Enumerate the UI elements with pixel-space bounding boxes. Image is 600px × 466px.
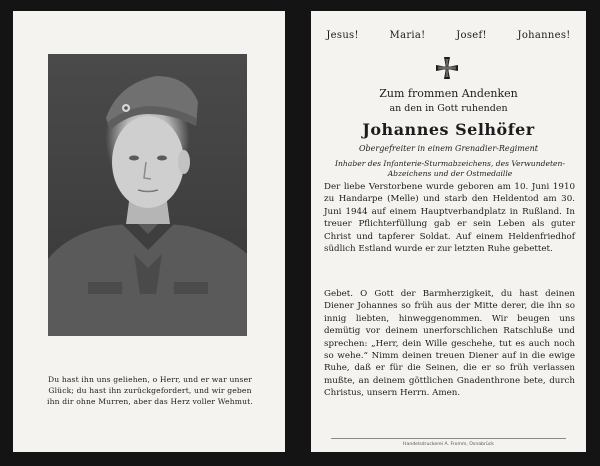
- soldier-portrait-photo: [48, 54, 247, 336]
- right-card-paper: [311, 11, 586, 452]
- memorial-heading: Zum frommen Andenken: [379, 87, 518, 100]
- memorial-verse: Du hast ihn uns geliehen, o Herr, und er war unser Glück; du hast ihn zurückgefordert, und wir geben ihn dir ohne Murren, aber das Herz voller Wehmut.: [47, 375, 253, 407]
- prayer-paragraph: Gebet. O Gott der Barmherzigkeit, du hast deinen Diener Johannes so früh aus der Mitte derer, die ihn so innig liebten, hinweggenommen. Wir beugen uns demütig vor deinem unerforschlichen Ratschluße und sprechen: „Herr, dein Wille geschehe, tut es auch noch so wehe.“ Nimm deinen treuen Diener auf in die ewige Ruhe, daß er für die Seinen, die er so früh verlassen mußte, an deinem göttlichen Gnadenthrone bete, durch Christus, unsern Herrn. Amen.: [324, 289, 575, 399]
- military-awards: Inhaber des Infanterie-Sturmabzeichens, des Verwundeten-Abzeichens und der Ostmedaille: [335, 159, 565, 178]
- memorial-subheading: an den in Gott ruhenden: [389, 103, 508, 114]
- invocation-line: [311, 30, 586, 41]
- left-card-border: [0, 0, 299, 466]
- military-rank: Obergefreiter in einem Grenadier-Regiment: [359, 144, 538, 153]
- printer-imprint: Handelsdruckerei A. Fromm, Osnabrück: [403, 442, 494, 447]
- printer-divider: [331, 438, 566, 439]
- invocation-josef: Josef!: [456, 30, 487, 41]
- left-card-paper: [13, 11, 285, 452]
- biography-paragraph: Der liebe Verstorbene wurde geboren am 10. Juni 1910 zu Handarpe (Melle) und starb den Heldentod am 30. Juni 1944 auf einem Hauptverbandplatz in Rußland. In treuer Pflichterfüllung gab er sein Leben als guter Christ und tapferer Soldat. Auf einem Heldenfriedhof südlich Estland wurde er zur letzten Ruhe gebettet.: [324, 182, 575, 255]
- deceased-name: Johannes Selhöfer: [362, 120, 535, 139]
- invocation-jesus: Jesus!: [326, 30, 359, 41]
- right-card-border: [299, 0, 600, 466]
- invocation-maria: Maria!: [389, 30, 426, 41]
- portrait-drawing: [48, 54, 247, 336]
- invocation-johannes: Johannes!: [517, 30, 571, 41]
- iron-cross-icon: [435, 56, 459, 80]
